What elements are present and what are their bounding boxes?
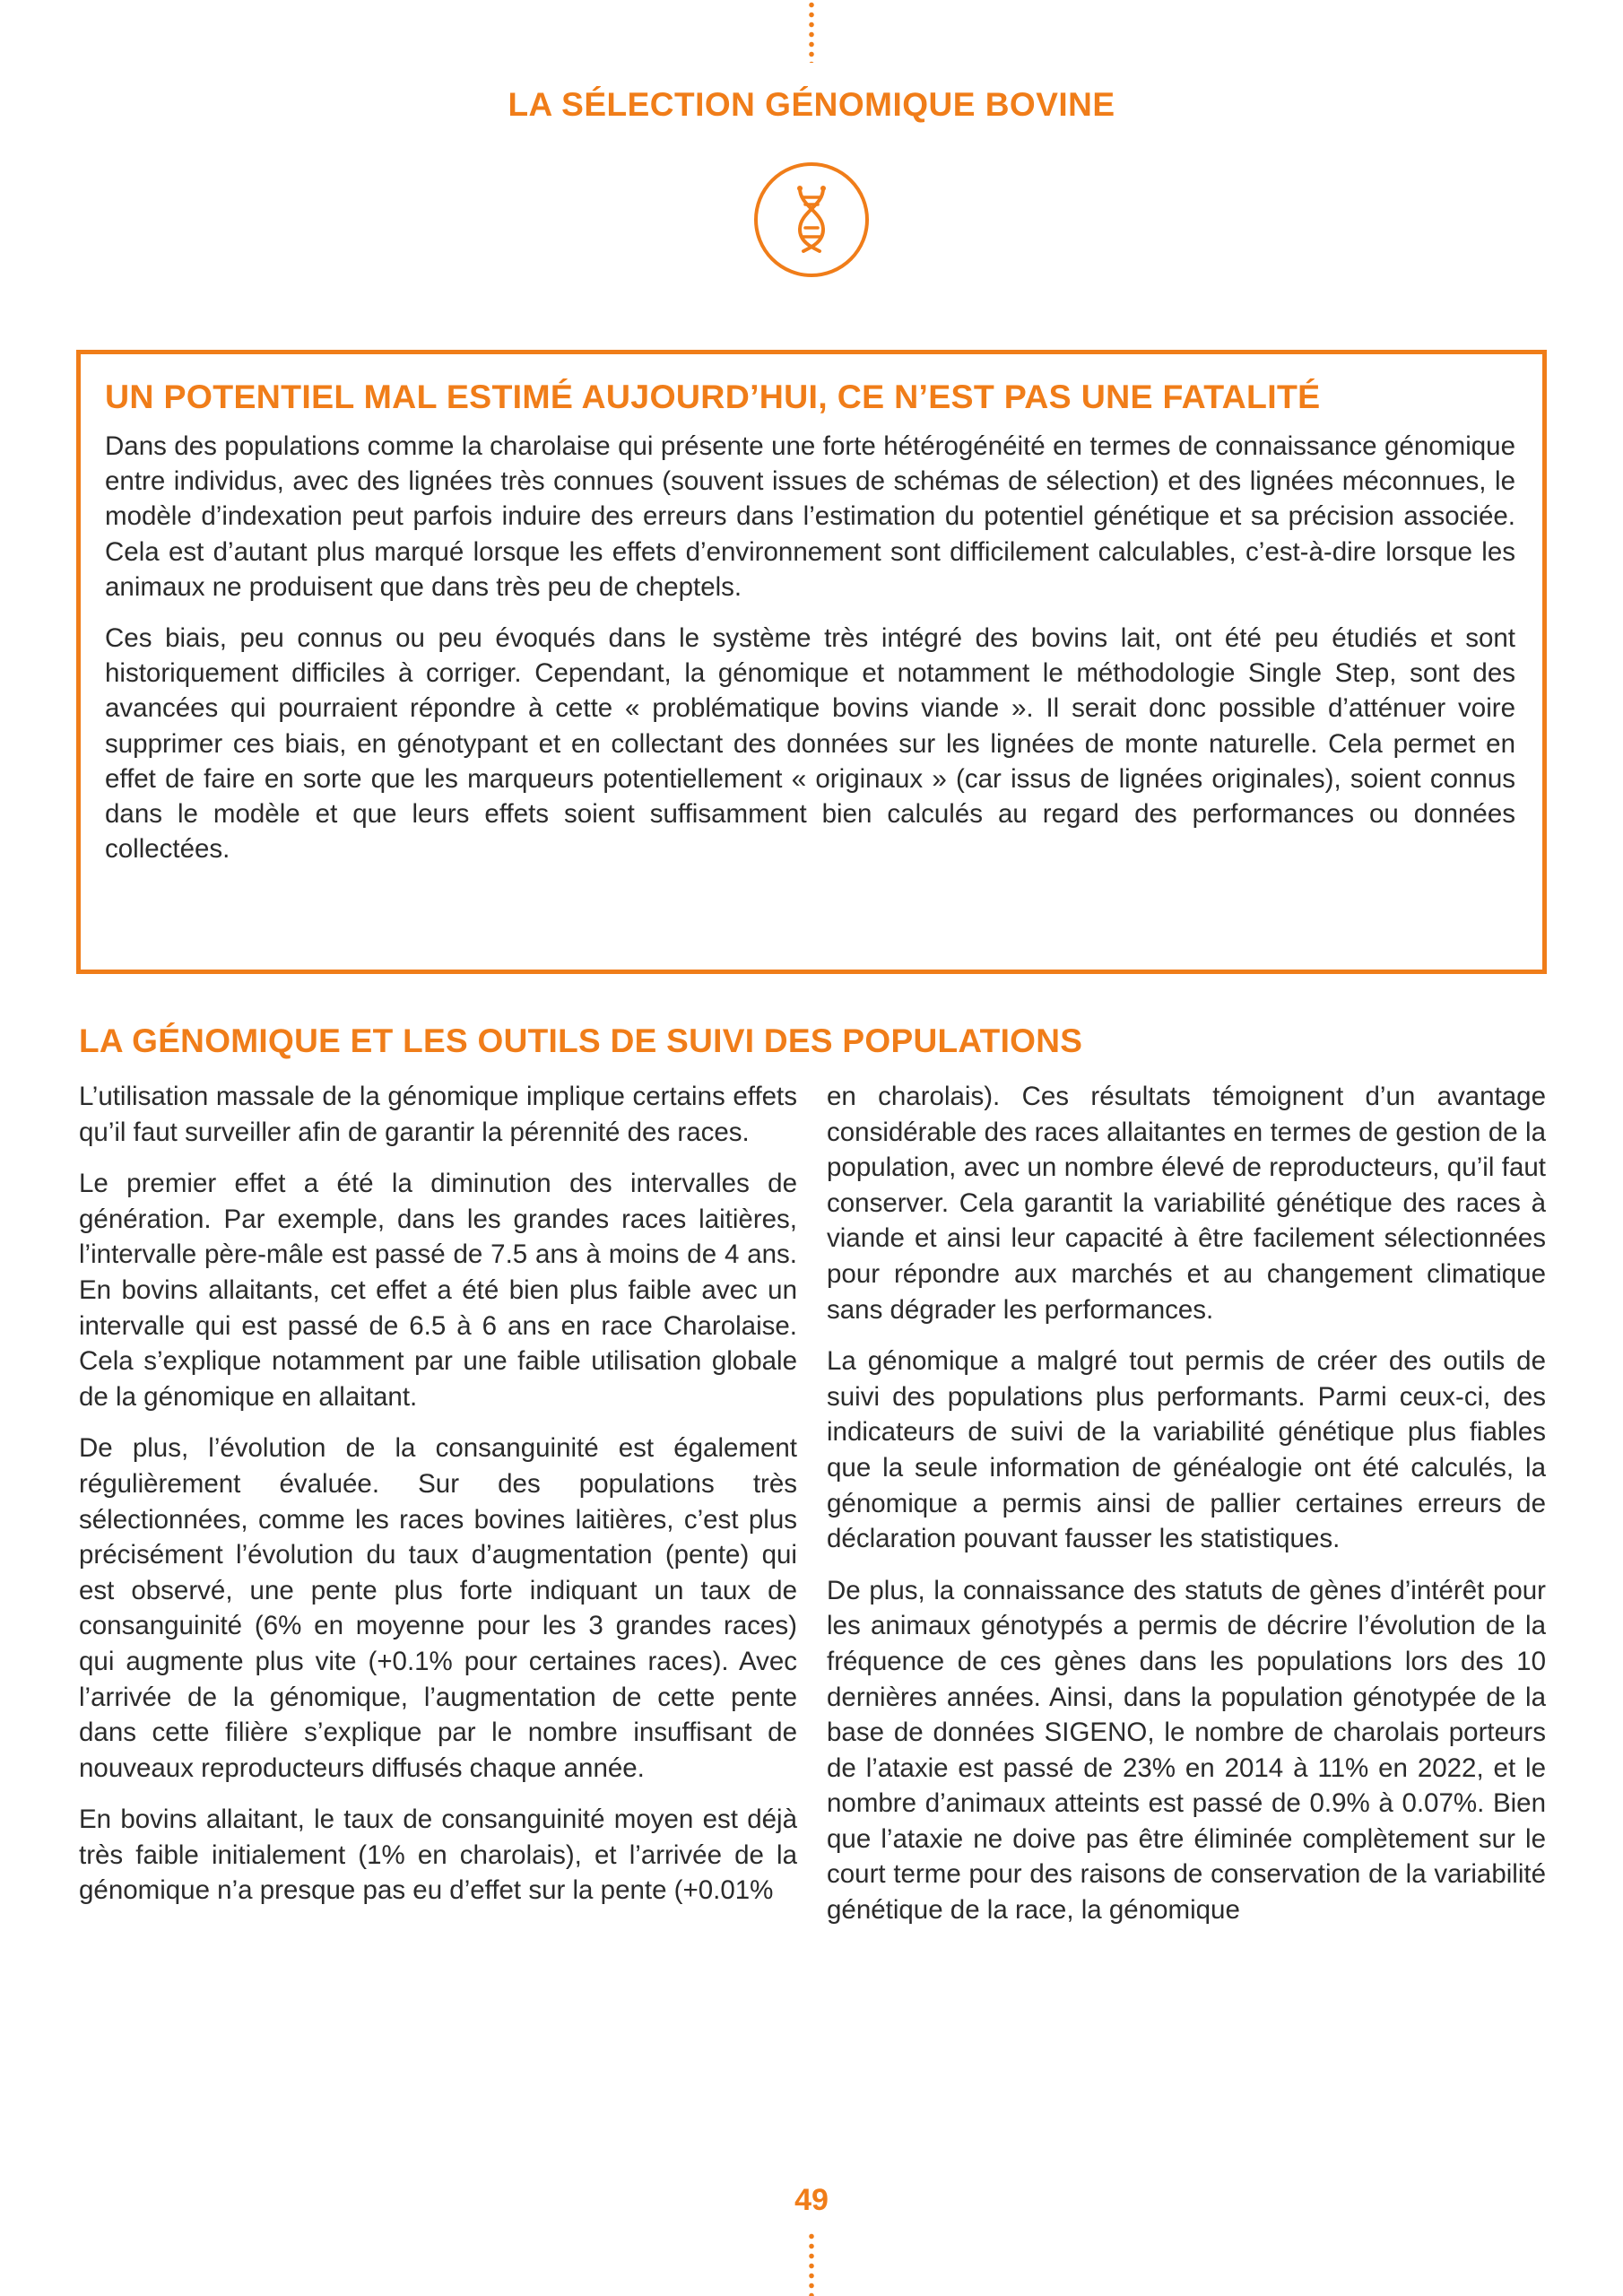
page-number: 49 — [794, 2183, 829, 2217]
body-paragraph: La génomique a malgré tout permis de créer des outils de suivi des populations plus performants. Parmi ceux-ci, des indicateurs de suivi de la variabilité génétique plus fiables que la seule information de généalogie ont été calculés, la génomique a permis ainsi de pallier certaines erreurs de déclaration pouvant fausser les statistiques. — [827, 1346, 1546, 1554]
box-paragraph: Dans des populations comme la charolaise qui présente une forte hétérogénéité en termes de connaissance génomique entre individus, avec des lignées très connues (souvent issues de schémas de sélection) et des lignées méconnues, le modèle d’indexation peut parfois induire des erreurs dans l’estimation du potentiel génétique et sa précision associée. Cela est d’autant plus marqué lorsque les effets d’environnement sont difficilement calculables, c’est-à-dire lorsque les animaux ne produisent que dans très peu de cheptels. — [105, 431, 1515, 602]
box-paragraph: Ces biais, peu connus ou peu évoqués dans le système très intégré des bovins lait, ont été peu étudiés et sont historiquement difficiles à corriger. Cependant, la génomique et notamment le méthodologie Single Step, sont des avancées qui pourraient répondre à cette « problématique bovins viande ». Il serait donc possible d’atténuer voire supprimer ces biais, en génotypant et en collectant des données sur les lignées de monte naturelle. Cela permet en effet de faire en sorte que les marqueurs potentiellement « originaux » (car issus de lignées originales), soient connus dans le modèle et que leurs effets soient suffisamment bien calculés au regard des performances ou données collectées. — [105, 623, 1515, 865]
top-dotted-line — [808, 0, 815, 63]
body-paragraph: Le premier effet a été la diminution des intervalles de génération. Par exemple, dans les grandes races laitières, l’intervalle père-mâle est passé de 7.5 ans à moins de 4 ans. En bovins allaitants, cet effet a été bien plus faible avec un intervalle qui est passé de 6.5 à 6 ans en race Charolaise. Cela s’explique notamment par une faible utilisation globale de la génomique en allaitant. — [79, 1169, 797, 1412]
right-column — [827, 1079, 1546, 1944]
box-title: UN POTENTIEL MAL ESTIMÉ AUJOURD’HUI, CE N’EST PAS UNE FATALITÉ — [105, 378, 1321, 415]
bottom-dotted-line — [808, 2231, 815, 2296]
page-header-title: LA SÉLECTION GÉNOMIQUE BOVINE — [508, 86, 1115, 123]
body-paragraph: en charolais). Ces résultats témoignent d’un avantage considérable des races allaitantes en termes de gestion de la population, avec un nombre élevé de reproducteurs, qu’il faut conserver. Cela garantit la variabilité génétique des races à viande et ainsi leur capacité à être facilement sélectionnées pour répondre aux marchés et au changement climatique sans dégrader les performances. — [827, 1082, 1546, 1325]
body-paragraph: De plus, la connaissance des statuts de gènes d’intérêt pour les animaux génotypés a permis de décrire l’évolution de la fréquence de ces gènes dans les populations lors des 10 dernières années. Ainsi, dans la population génotypée de la base de données SIGENO, le nombre de charolais porteurs de l’ataxie est passé de 23% en 2014 à 11% en 2022, et le nombre d’animaux atteints est passé de 0.9% à 0.07%. Bien que l’ataxie ne doive pas être éliminée complètement sur le court terme pour des raisons de conservation de la variabilité génétique de la race, la génomique — [827, 1575, 1546, 1926]
section-title: LA GÉNOMIQUE ET LES OUTILS DE SUIVI DES POPULATIONS — [79, 1022, 1083, 1059]
highlight-box — [76, 350, 1547, 974]
left-column — [79, 1079, 797, 1925]
body-paragraph: De plus, l’évolution de la consanguinité est également régulièrement évaluée. Sur des populations très sélectionnées, comme les races bovines laitières, c’est plus précisément l’évolution du taux d’augmentation (pente) qui est observé, une pente plus forte indiquant un taux de consanguinité (6% en moyenne pour les 3 grandes races) qui augmente plus vite (+0.1% pour certaines races). Avec l’arrivée de la génomique, l’augmentation de cette pente dans cette filière s’explique par le nombre insuffisant de nouveaux reproducteurs diffusés chaque année. — [79, 1433, 797, 1783]
dna-icon — [751, 160, 872, 280]
body-paragraph: En bovins allaitant, le taux de consanguinité moyen est déjà très faible initialement (1% en charolais), et l’arrivée de la génomique n’a presque pas eu d’effet sur la pente (+0.01% — [79, 1805, 797, 1906]
body-paragraph: L’utilisation massale de la génomique implique certains effets qu’il faut surveiller afin de garantir la pérennité des races. — [79, 1082, 797, 1147]
